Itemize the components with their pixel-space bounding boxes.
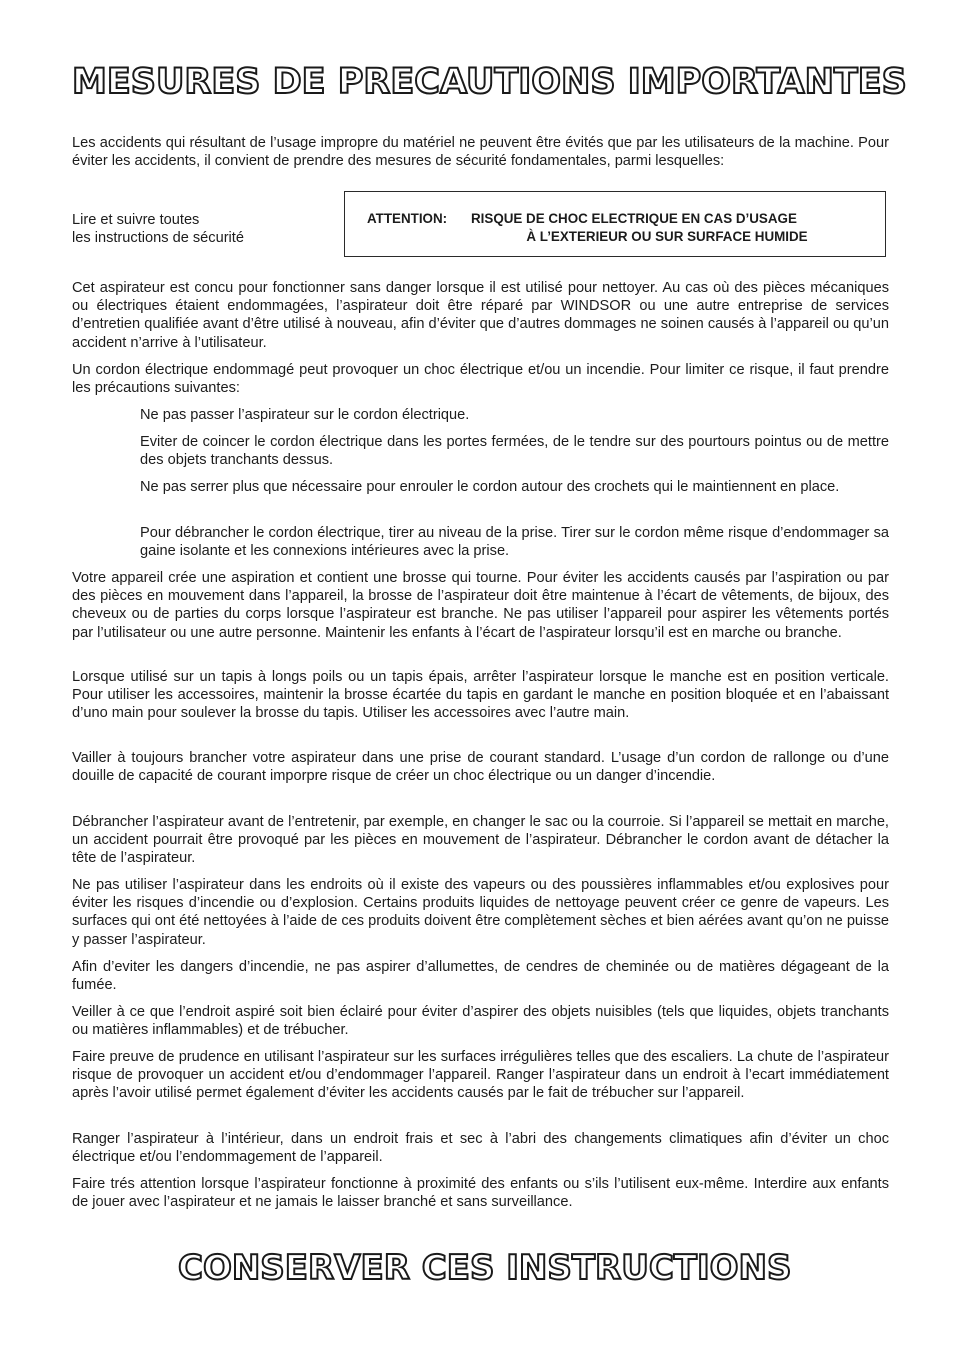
footer-title: CONSERVER CES INSTRUCTIONS [178,1248,792,1288]
warning-line-1: RISQUE DE CHOC ELECTRIQUE EN CAS D’USAGE [471,211,797,226]
warning-line-2: À L’EXTERIEUR OU SUR SURFACE HUMIDE [526,229,808,244]
paragraph-suction: Votre appareil crée une aspiration et contient une brosse qui tourne. Pour éviter les accidents causés par l’aspiration ou par des pièces en mouvement dans l’appareil, la brosse de l’aspirateur doit être maintenue à l’écart de vêtements, de bijoux, des cheveux ou de parties du corps lorsque l’aspirateur est branche. Ne pas utiliser l’appareil pour aspirer les vêtements portés par l’utilisateur ou une autre personne. Maintenir les enfants à l’écart de l’aspirateur lorsqu’il est en marche ou branche. [72,570,889,641]
intro-paragraph: Les accidents qui résultant de l’usage impropre du matériel ne peuvent être évités que par les utilisateurs de la machine. Pour éviter les accidents, il convient de prendre des mesures de sécurité fondamentales, parmi lesquelles: [72,135,889,170]
paragraph-unplug: Débrancher l’aspirateur avant de l’entretenir, par exemple, en changer le sac ou la courroie. Si l’appareil se mettait en marche, un accident pourrait être provoqué par les pièces en mouvement de l’aspirateur. Débrancher le cordon avant de détacher la tête de l’aspirateur. [72,814,889,867]
paragraph-cord-risk: Un cordon électrique endommagé peut provoquer un choc électrique et/ou un incendie. Pour limiter ce risque, il faut prendre les précautions suivantes: [72,362,889,397]
read-instructions-note [72,211,322,247]
read-line-1: Lire et suivre toutes [72,212,200,228]
cord-item-1: Ne pas passer l’aspirateur sur le cordon électrique. [140,407,470,423]
paragraph-storage: Ranger l’aspirateur à l’intérieur, dans un endroit frais et sec à l’abri des changements climatiques afin d’éviter un choc électrique et/ou l’endommagement de l’appareil. [72,1131,889,1166]
paragraph-outlet: Vailler à toujours brancher votre aspirateur dans une prise de courant standard. L’usage d’un cordon de rallonge ou d’une douille de capacité de courant imporpre risque de créer un choc électrique ou un danger d’incendie. [72,750,889,785]
paragraph-repair: Cet aspirateur est concu pour fonctionner sans danger lorsque il est utilisé pour nettoyer. Au cas où des pièces mécaniques ou électriques étaient endommagées, l’aspirateur doit être réparé par WINDSOR ou une autre entreprise de services d’entretien qualifiée avant d’être utilisé à nouveau, afin d’éviter que d’autres dommages ne soinen causés à l’appareil ou qu’un accident n’arrive à l’utilisateur. [72,280,889,351]
warning-box [344,191,886,257]
page-title: MESURES DE PRECAUTIONS IMPORTANTES [72,62,907,102]
read-line-2: les instructions de sécurité [72,230,244,247]
paragraph-lighting: Veiller à ce que l’endroit aspiré soit bien éclairé pour éviter d’aspirer des objets nuisibles (tels que liquides, objets tranchants ou matières inflammables) et de trébucher. [72,1004,889,1039]
paragraph-carpet: Lorsque utilisé sur un tapis à longs poils ou un tapis épais, arrêter l’aspirateur lorsque le manche est en position verticale. Pour utiliser les accessoires, maintenir la brosse écartée du tapis en gardant le manche en position bloquée et en l’abaissant d’uno main pour soulever la brosse du tapis. Utiliser les accessoires avec l’autre main. [72,669,889,722]
cord-item-4: Pour débrancher le cordon électrique, tirer au niveau de la prise. Tirer sur le cordon même risque d’endommager sa gaine isolante et les connexions intérieures avec la prise. [140,525,889,560]
cord-item-2: Eviter de coincer le cordon électrique dans les portes fermées, de le tendre sur des pourtours pointus ou de mettre des objets tranchants dessus. [140,434,889,469]
paragraph-vapours: Ne pas utiliser l’aspirateur dans les endroits où il existe des vapeurs ou des poussières inflammables et/ou explosives pour éviter les risques d’incendie ou d’explosion. Certains produits liquides de nettoyage peuvent créer ce genre de vapeurs. Les surfaces qui ont été nettoyées à l’aide de ces produits doivent être complètement sèches et bien aérées avant qu’on ne puisse y passer l’aspirateur. [72,877,889,948]
paragraph-stairs: Faire preuve de prudence en utilisant l’aspirateur sur les surfaces irrégulières telles que des escaliers. La chute de l’aspirateur risque de provoquer un accident et/ou d’endommager l’appareil. Ranger l’aspirateur dans un endroit à l’ecart immédiatement après l’avoir utilisé permet également d’éviter les accidents causés par le fait de trébucher sur l’appareil. [72,1049,889,1102]
paragraph-fire: Afin d’eviter les dangers d’incendie, ne pas aspirer d’allumettes, de cendres de cheminée ou de matières dégageant de la fumée. [72,959,889,994]
warning-label: ATTENTION: [367,211,448,226]
cord-item-3: Ne pas serrer plus que nécessaire pour enrouler le cordon autour des crochets qui le maintiennent en place. [140,479,840,495]
paragraph-children: Faire trés attention lorsque l’aspirateur fonctionne à proximité des enfants ou s’ils l’utilisent eux-même. Interdire aux enfants de jouer avec l’aspirateur et ne jamais le laisser branché et sans surveillance. [72,1176,889,1211]
